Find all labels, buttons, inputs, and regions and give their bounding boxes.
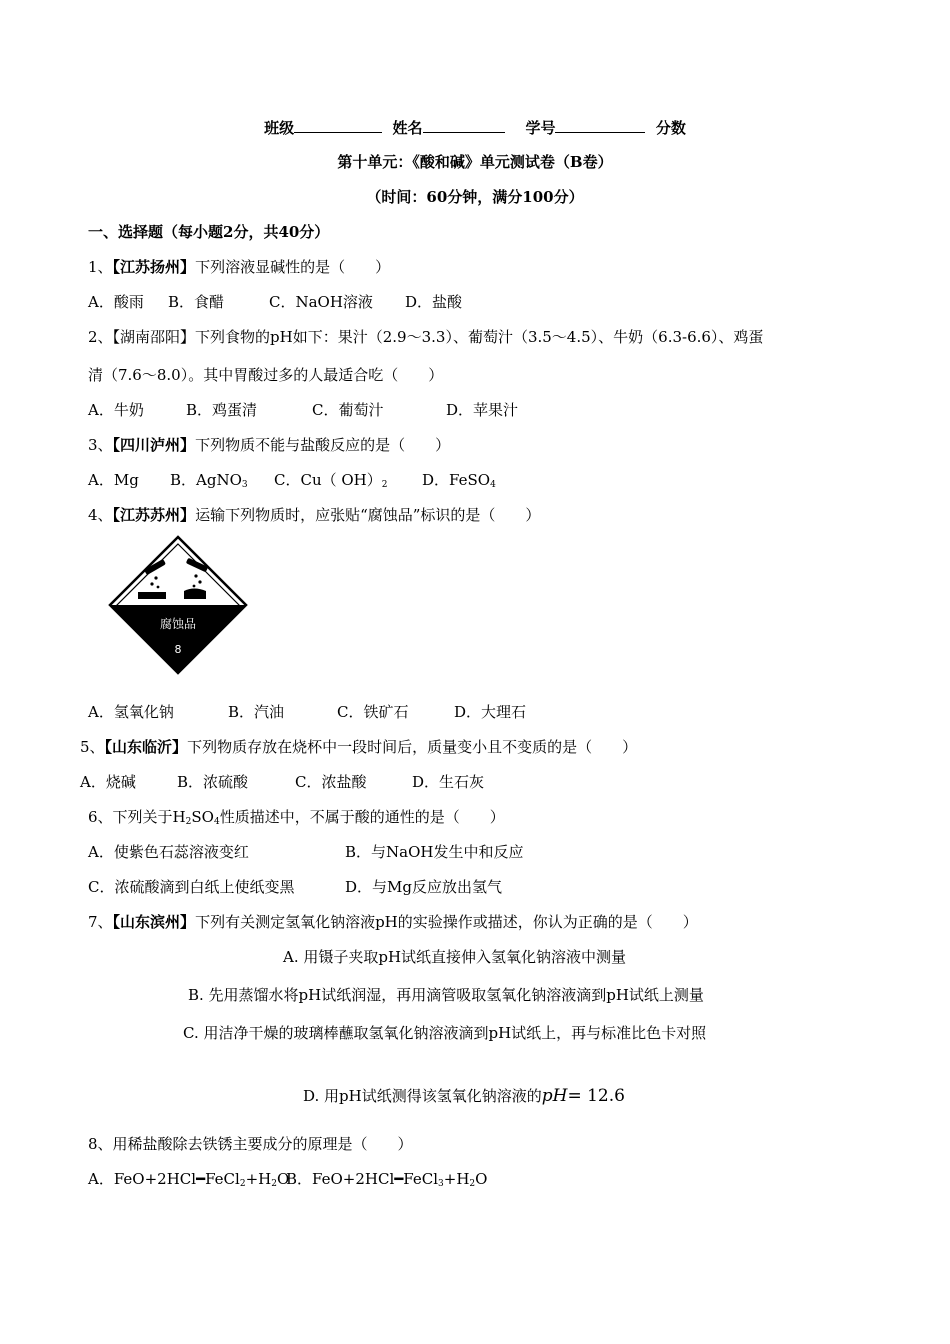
option-a[interactable]: A．酸雨 [88,293,144,311]
question-number: 2、 [88,328,113,346]
question-stem: 下列物质不能与盐酸反应的是（ ） [195,436,451,454]
question-2-continued: 清（7.6～8.0）。其中胃酸过多的人最适合吃（ ） [88,366,444,384]
question-stem: 下列关于$H_2SO_4$性质描述中，不属于酸的通性的是（ ） [112,808,505,827]
option-d[interactable]: D. 用pH试纸测得该氢氧化钠溶液的pH= 12.6 [303,1086,625,1106]
question-5 [80,737,637,757]
question-number: 4、 [88,506,113,524]
question-source: 【江苏扬州】 [112,258,196,276]
question-stem: 运输下列物质时，应张贴“腐蚀品”标识的是（ ） [195,506,541,524]
option-d[interactable]: D．苹果汁 [446,401,519,419]
option-b[interactable]: B．AgNO$_3$ [170,471,248,490]
page-subtitle: （时间：60分钟，满分100分） [366,188,584,206]
section-heading: 一、选择题（每小题2分，共40分） [88,223,330,241]
question-stem: 下列溶液显碱性的是（ ） [195,258,391,276]
question-stem: 【湖南邵阳】下列食物的pH如下：果汁（2.9～3.3）、葡萄汁（3.5～4.5）、牛奶（6.3-6.6）、鸡蛋 [112,328,764,346]
option-a[interactable]: A．烧碱 [80,773,136,791]
option-a[interactable]: A．Mg [88,471,139,489]
question-2-options [88,400,518,420]
option-a[interactable]: A．牛奶 [88,401,144,419]
class-blank[interactable] [294,117,382,133]
option-d[interactable]: D．盐酸 [405,293,463,311]
option-b[interactable]: B．食醋 [168,293,225,311]
math-variable: pH [541,1086,568,1106]
page-title: 第十单元：《酸和碱》单元测试卷（B卷） [337,153,613,171]
class-label: 班级 [264,119,295,137]
option-c[interactable]: C. 用洁净干燥的玻璃棒蘸取氢氧化钠溶液滴到pH试纸上，再与标准比色卡对照 [183,1024,707,1042]
math-value: = 12.6 [567,1086,625,1106]
option-b[interactable]: B．鸡蛋清 [186,401,258,419]
number-label: 学号 [525,119,556,137]
question-2 [88,327,763,347]
corrosive-hazard-sign [108,535,248,675]
question-6-options-row2 [88,877,502,897]
question-6-options-row1 [88,842,523,862]
option-c[interactable]: C．浓盐酸 [295,773,367,791]
option-c[interactable]: C．NaOH溶液 [269,293,373,311]
question-1 [88,257,390,277]
name-label: 姓名 [392,119,423,137]
question-7 [88,912,698,932]
number-blank[interactable] [555,117,645,133]
question-number: 6、 [88,808,113,826]
option-b[interactable]: B．$FeO+2HCl━FeCl_3+H_2O$ [286,1170,488,1189]
option-a[interactable]: A. 用镊子夹取pH试纸直接伸入氢氧化钠溶液中测量 [283,948,627,966]
option-d[interactable]: D．与Mg反应放出氢气 [345,878,502,896]
question-source: 【四川泸州】 [112,436,196,454]
option-d[interactable]: D．FeSO$_4$ [422,471,496,490]
question-number: 3、 [88,436,113,454]
question-3-options [88,470,496,495]
question-source: 【山东滨州】 [112,913,196,931]
score-label: 分数 [655,119,686,137]
option-d[interactable]: D．生石灰 [412,773,485,791]
option-d[interactable]: D．大理石 [454,703,527,721]
question-number: 5、 [80,738,105,756]
question-stem: 下列物质存放在烧杯中一段时间后，质量变小且不变质的是（ ） [187,738,638,756]
option-a[interactable]: A．使紫色石蕊溶液变红 [88,843,249,861]
sign-class-number: 8 [174,643,182,656]
question-source: 【江苏苏州】 [112,506,196,524]
question-number: 8、 [88,1135,113,1153]
option-a[interactable]: A．氢氧化钠 [88,703,174,721]
question-source: 【山东临沂】 [104,738,188,756]
option-c[interactable]: C．铁矿石 [337,703,409,721]
question-8-options [88,1169,487,1194]
sign-label: 腐蚀品 [159,617,197,631]
question-stem: 用稀盐酸除去铁锈主要成分的原理是（ ） [112,1135,413,1153]
question-number: 1、 [88,258,113,276]
option-c[interactable]: C．浓硫酸滴到白纸上使纸变黑 [88,878,295,896]
question-5-options [80,772,484,792]
question-4-options [88,702,526,722]
option-b[interactable]: B．浓硫酸 [177,773,249,791]
option-c[interactable]: C．葡萄汁 [312,401,384,419]
name-blank[interactable] [423,117,505,133]
student-info-line [0,117,950,138]
option-b[interactable]: B．与NaOH发生中和反应 [345,843,524,861]
question-number: 7、 [88,913,113,931]
question-8 [88,1134,413,1154]
question-6 [88,807,505,832]
question-3 [88,435,450,455]
question-4 [88,505,540,525]
option-a[interactable]: A．$FeO+2HCl━FeCl_2+H_2O$ [88,1170,290,1189]
question-stem: 下列有关测定氢氧化钠溶液pH的实验操作或描述，你认为正确的是（ ） [195,913,698,931]
question-1-options [88,292,462,312]
option-c[interactable]: C．Cu（ $OH)_2$ [274,471,388,490]
option-b[interactable]: B．汽油 [228,703,285,721]
option-b[interactable]: B. 先用蒸馏水将pH试纸润湿，再用滴管吸取氢氧化钠溶液滴到pH试纸上测量 [188,986,704,1004]
